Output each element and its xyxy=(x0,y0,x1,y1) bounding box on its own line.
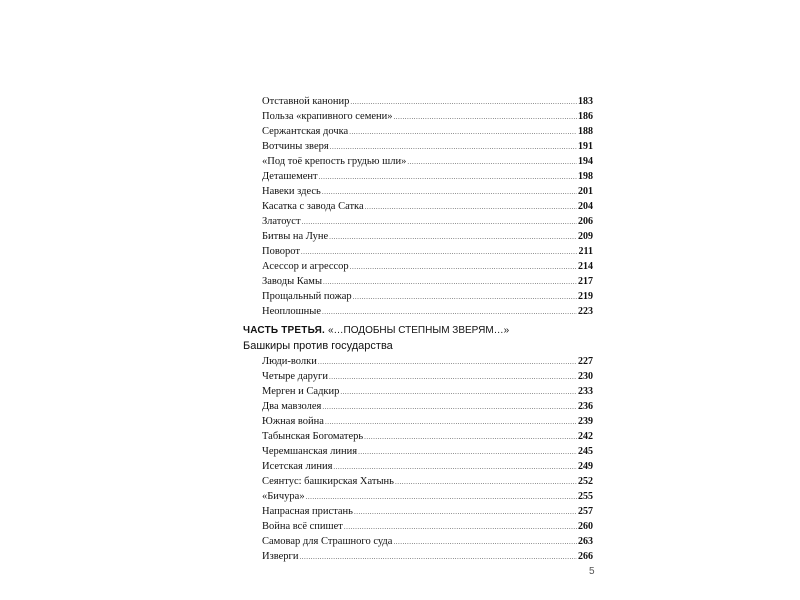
toc-entry-page: 236 xyxy=(578,401,593,412)
toc-entry-title: Изверги xyxy=(262,551,299,562)
toc-entry-page: 211 xyxy=(578,246,593,257)
toc-entry-page: 255 xyxy=(578,491,593,502)
toc-entry xyxy=(262,519,593,534)
toc-entry xyxy=(262,259,593,274)
toc-entry-page: 249 xyxy=(578,461,593,472)
toc-entry xyxy=(262,534,593,549)
toc-leader-dots xyxy=(330,140,577,155)
toc-entry-title: Касатка с завода Сатка xyxy=(262,201,364,212)
toc-leader-dots xyxy=(350,95,577,110)
toc-leader-dots xyxy=(364,430,577,445)
toc-entry xyxy=(262,274,593,289)
toc-entry-page: 194 xyxy=(578,156,593,167)
toc-entry-page: 198 xyxy=(578,171,593,182)
part-subtitle: Башкиры против государства xyxy=(243,340,393,352)
toc-leader-dots xyxy=(299,550,577,565)
toc-leader-dots xyxy=(301,245,578,260)
toc-entry-page: 233 xyxy=(578,386,593,397)
toc-entry-title: Напрасная пристань xyxy=(262,506,353,517)
toc-entry-title: Война всё спишет xyxy=(262,521,343,532)
toc-entry-title: Сеянтус: башкирская Хатынь xyxy=(262,476,394,487)
toc-entry-page: 252 xyxy=(578,476,593,487)
toc-leader-dots xyxy=(349,125,577,140)
toc-entry xyxy=(262,474,593,489)
toc-entry-page: 260 xyxy=(578,521,593,532)
toc-entry xyxy=(262,184,593,199)
toc-leader-dots xyxy=(322,305,577,320)
toc-leader-dots xyxy=(344,520,577,535)
toc-leader-dots xyxy=(329,370,577,385)
toc-entry-page: 186 xyxy=(578,111,593,122)
toc-entry-title: Прощальный пожар xyxy=(262,291,352,302)
toc-entry-title: Табынская Богоматерь xyxy=(262,431,364,442)
toc-entry xyxy=(262,369,593,384)
toc-entry xyxy=(262,354,593,369)
toc-entry-page: 204 xyxy=(578,201,593,212)
toc-entry-page: 217 xyxy=(578,276,593,287)
toc-entry-page: 191 xyxy=(578,141,593,152)
toc-entry-title: Отставной канонир xyxy=(262,96,350,107)
toc-entry-title: Навеки здесь xyxy=(262,186,321,197)
toc-leader-dots xyxy=(319,170,577,185)
part-title: «…ПОДОБНЫ СТЕПНЫМ ЗВЕРЯМ…» xyxy=(327,325,510,336)
toc-entry xyxy=(262,384,593,399)
toc-entry-page: 263 xyxy=(578,536,593,547)
toc-entry-page: 183 xyxy=(578,96,593,107)
toc-entry-page: 230 xyxy=(578,371,593,382)
toc-entry xyxy=(262,414,593,429)
toc-entry xyxy=(262,459,593,474)
toc-leader-dots xyxy=(325,415,577,430)
part-heading xyxy=(243,324,509,338)
toc-entry-page: 245 xyxy=(578,446,593,457)
toc-leader-dots xyxy=(407,155,577,170)
toc-leader-dots xyxy=(306,490,577,505)
toc-entry-title: Два мавзолея xyxy=(262,401,322,412)
toc-leader-dots xyxy=(395,475,577,490)
toc-entry-title: Заводы Камы xyxy=(262,276,323,287)
toc-entry-title: Сержантская дочка xyxy=(262,126,349,137)
toc-entry-title: Битвы на Луне xyxy=(262,231,329,242)
toc-entry xyxy=(262,244,593,259)
toc-leader-dots xyxy=(333,460,577,475)
toc-entry-title: «Бичура» xyxy=(262,491,305,502)
toc-leader-dots xyxy=(350,260,577,275)
part-label: ЧАСТЬ ТРЕТЬЯ. xyxy=(243,325,325,336)
toc-leader-dots xyxy=(323,275,577,290)
toc-leader-dots xyxy=(329,230,577,245)
toc-entry-title: Исетская линия xyxy=(262,461,333,472)
toc-entry-page: 219 xyxy=(578,291,593,302)
toc-entry xyxy=(262,169,593,184)
toc-entry-page: 239 xyxy=(578,416,593,427)
toc-entry xyxy=(262,94,593,109)
toc-entry xyxy=(262,199,593,214)
toc-leader-dots xyxy=(365,200,577,215)
page-number: 5 xyxy=(589,566,595,577)
toc-entry xyxy=(262,444,593,459)
toc-entry xyxy=(262,139,593,154)
toc-entry-title: Деташемент xyxy=(262,171,318,182)
toc-entry-title: Вотчины зверя xyxy=(262,141,329,152)
toc-entry-page: 214 xyxy=(578,261,593,272)
toc-entry xyxy=(262,154,593,169)
toc-entry xyxy=(262,429,593,444)
toc-leader-dots xyxy=(358,445,577,460)
toc-leader-dots xyxy=(322,185,577,200)
toc-leader-dots xyxy=(302,215,577,230)
toc-leader-dots xyxy=(318,355,577,370)
toc-leader-dots xyxy=(394,110,577,125)
toc-entry-title: Польза «крапивного семени» xyxy=(262,111,393,122)
toc-entry xyxy=(262,109,593,124)
toc-leader-dots xyxy=(322,400,577,415)
toc-entry-page: 227 xyxy=(578,356,593,367)
toc-entry xyxy=(262,399,593,414)
toc-entry-title: Мерген и Садкир xyxy=(262,386,340,397)
toc-entry-title: Асессор и агрессор xyxy=(262,261,349,272)
toc-entry-title: Неоплошные xyxy=(262,306,322,317)
toc-entry-title: Поворот xyxy=(262,246,300,257)
toc-entry-page: 188 xyxy=(578,126,593,137)
toc-entry-title: «Под тоё крепость грудью шли» xyxy=(262,156,407,167)
toc-entry-page: 209 xyxy=(578,231,593,242)
toc-entry-page: 206 xyxy=(578,216,593,227)
toc-leader-dots xyxy=(354,505,577,520)
toc-entry-title: Самовар для Страшного суда xyxy=(262,536,393,547)
toc-entry-page: 266 xyxy=(578,551,593,562)
toc-leader-dots xyxy=(353,290,577,305)
toc-entry-page: 242 xyxy=(578,431,593,442)
toc-entry xyxy=(262,304,593,319)
toc-entry xyxy=(262,229,593,244)
toc-entry xyxy=(262,214,593,229)
toc-leader-dots xyxy=(393,535,577,550)
toc-entry xyxy=(262,289,593,304)
toc-entry xyxy=(262,124,593,139)
toc-entry-title: Южная война xyxy=(262,416,324,427)
toc-entry-title: Черемшанская линия xyxy=(262,446,358,457)
toc-entry-page: 223 xyxy=(578,306,593,317)
toc-entry-page: 201 xyxy=(578,186,593,197)
toc-entry xyxy=(262,504,593,519)
toc-leader-dots xyxy=(340,385,577,400)
toc-entry-title: Златоуст xyxy=(262,216,301,227)
toc-entry xyxy=(262,549,593,564)
toc-entry xyxy=(262,489,593,504)
toc-entry-page: 257 xyxy=(578,506,593,517)
toc-entry-title: Люди-волки xyxy=(262,356,317,367)
toc-entry-title: Четыре даруги xyxy=(262,371,328,382)
